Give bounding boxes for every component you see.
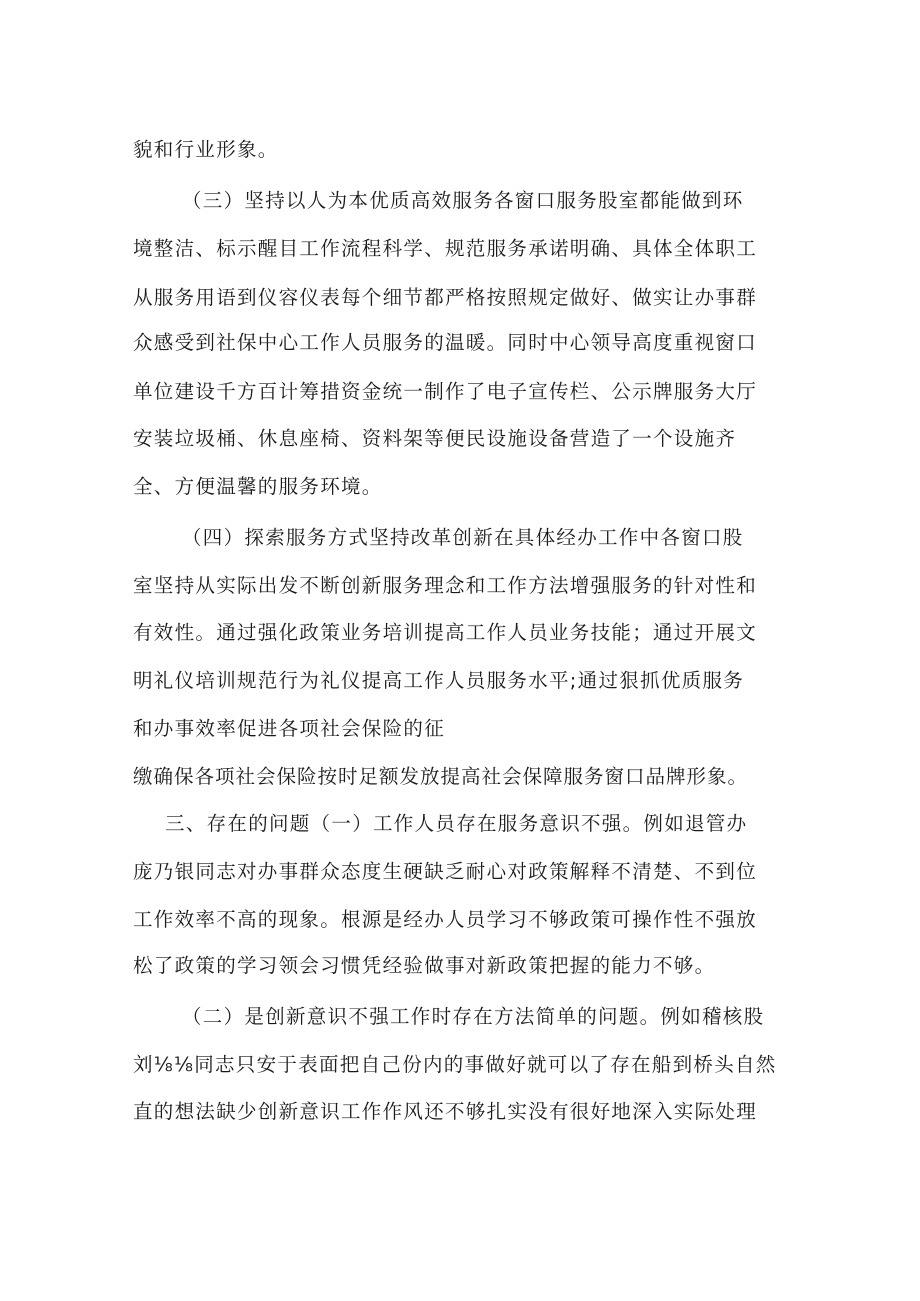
text-line: 安装垃圾桶、休息座椅、资料架等便民设施设备营造了一个设施齐 <box>133 427 737 450</box>
text-line: 和办事效率促进各项社会保险的征 <box>133 717 446 740</box>
text-line: 松了政策的学习领会习惯凭经验做事对新政策把握的能力不够。 <box>133 954 716 977</box>
text-line: 庞乃银同志对办事群众态度生硬缺乏耐心对政策解释不清楚、不到位 <box>133 860 758 883</box>
text-line: （四）探索服务方式坚持改革创新在具体经办工作中各窗口股 <box>182 526 744 549</box>
text-line: （二）是创新意识不强工作时存在方法简单的问题。例如稽核股 <box>182 1005 765 1028</box>
text-line: 全、方便温馨的服务环境。 <box>133 475 383 498</box>
text-line: （三）坚持以人为本优质高效服务各窗口服务股室都能做到环 <box>182 189 744 212</box>
text-line: 三、存在的问题（一）工作人员存在服务意识不强。例如退管办 <box>165 812 748 835</box>
text-line: 工作效率不高的现象。根源是经办人员学习不够政策可操作性不强放 <box>133 908 758 931</box>
text-line: 室坚持从实际出发不断创新服务理念和工作方法增强服务的针对性和 <box>133 574 758 597</box>
text-line: 从服务用语到仪容仪表每个细节都严格按照规定做好、做实让办事群 <box>133 286 758 309</box>
text-line: 境整洁、标示醒目工作流程科学、规范服务承诺明确、具体全体职工 <box>133 237 758 260</box>
text-line: 直的想法缺少创新意识工作作风还不够扎实没有很好地深入实际处理 <box>133 1100 758 1123</box>
text-line: 众感受到社保中心工作人员服务的温暖。同时中心领导高度重视窗口 <box>133 331 758 354</box>
text-line: 有效性。通过强化政策业务培训提高工作人员业务技能；通过开展文 <box>133 621 758 644</box>
text-line: 单位建设千方百计筹措资金统一制作了电子宣传栏、公示牌服务大厅 <box>133 380 758 403</box>
text-line: 缴确保各项社会保险按时足额发放提高社会保障服务窗口品牌形象。 <box>133 765 749 788</box>
text-line: 貌和行业形象。 <box>133 138 279 161</box>
text-line: 明礼仪培训规范行为礼仪提高工作人员服务水平;通过狠抓优质服务 <box>133 669 745 692</box>
text-line: 刘⅛⅛同志只安于表面把自己份内的事做好就可以了存在船到桥头自然 <box>133 1053 777 1076</box>
